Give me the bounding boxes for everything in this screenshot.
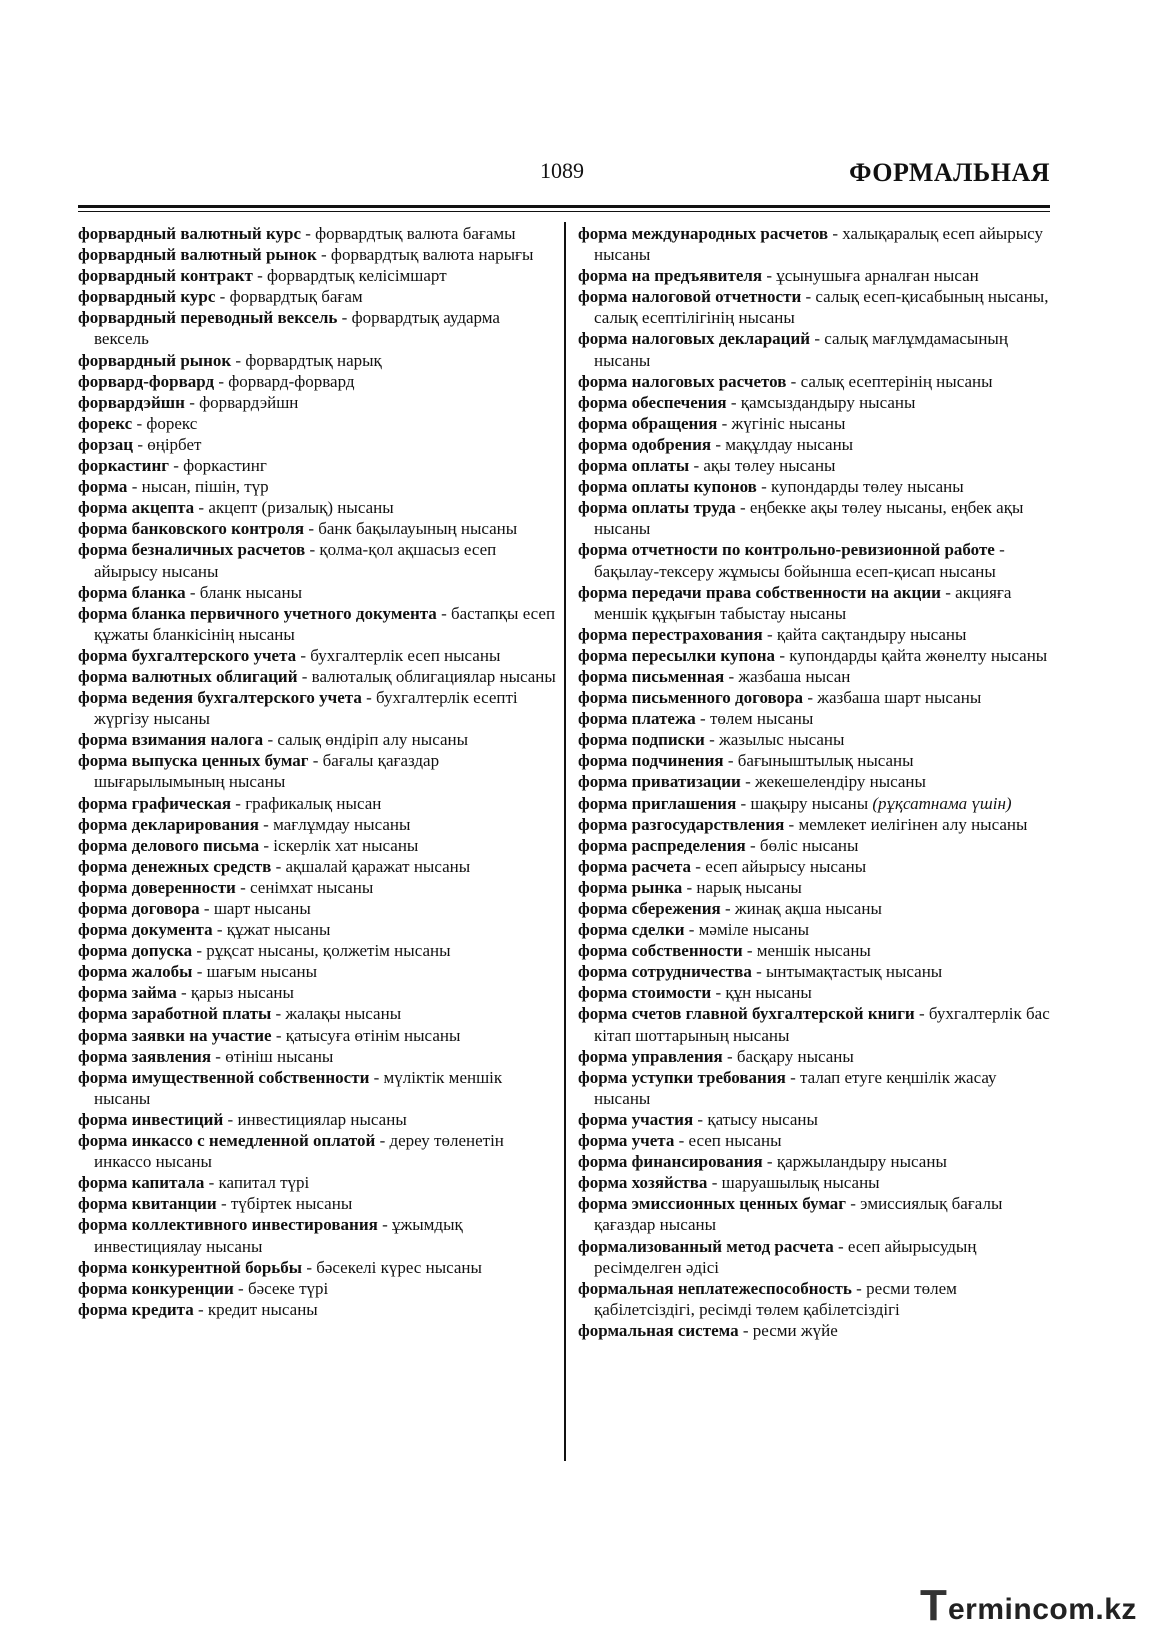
entry-term: форма безналичных расчетов bbox=[78, 540, 306, 560]
dictionary-entry bbox=[78, 1278, 558, 1299]
entry-definition: - шаруашылық нысаны bbox=[707, 1173, 880, 1193]
entry-definition: - жазылыс нысаны bbox=[704, 730, 845, 750]
dictionary-entry bbox=[78, 919, 558, 940]
dictionary-entry bbox=[78, 223, 558, 244]
dictionary-entry bbox=[578, 1003, 1052, 1045]
entry-definition: - купондарды қайта жөнелту нысаны bbox=[775, 645, 1048, 665]
dictionary-entry bbox=[578, 961, 1052, 982]
entry-definition: - іскерлік хат нысаны bbox=[259, 835, 419, 855]
dictionary-entry bbox=[578, 1067, 1052, 1109]
entry-term: форма собственности bbox=[578, 941, 743, 961]
dictionary-entry bbox=[578, 434, 1052, 455]
entry-term: форма подчинения bbox=[578, 751, 724, 771]
entry-definition: - басқару нысаны bbox=[722, 1046, 854, 1066]
entry-term: форвардный рынок bbox=[78, 350, 232, 370]
entry-definition: - бәсекелі күрес нысаны bbox=[302, 1257, 482, 1277]
entry-definition: - салық есеп-қисабының нысаны, салық есептілігінің нысаны bbox=[594, 287, 1049, 328]
dictionary-entry bbox=[78, 582, 558, 603]
dictionary-entry bbox=[578, 856, 1052, 877]
entry-definition: - бухгалтерлік бас кітап шоттарының нысаны bbox=[594, 1004, 1050, 1045]
dictionary-entry bbox=[578, 392, 1052, 413]
entry-term: форма распределения bbox=[578, 835, 746, 855]
entry-term: форма письменного договора bbox=[578, 688, 804, 708]
entry-term: форма обеспечения bbox=[578, 392, 727, 412]
entry-term: форма декларирования bbox=[78, 814, 259, 834]
entry-definition: - талап етуге кеңшілік жасау нысаны bbox=[594, 1067, 997, 1108]
dictionary-entry bbox=[78, 371, 558, 392]
entry-term: форма перестрахования bbox=[578, 624, 763, 644]
entry-definition: - жинақ ақша нысаны bbox=[720, 899, 882, 918]
running-head: ФОРМАЛЬНАЯ bbox=[849, 158, 1050, 187]
entry-term: форвардный валютный курс bbox=[78, 224, 301, 243]
dictionary-entry bbox=[578, 645, 1052, 666]
entry-term: форма оплаты труда bbox=[578, 498, 736, 518]
entry-term: форма оплаты купонов bbox=[578, 477, 757, 497]
dictionary-entry bbox=[78, 1193, 558, 1214]
dictionary-entry bbox=[78, 1025, 558, 1046]
entry-note: (рұқсатнама үшін) bbox=[872, 793, 1012, 813]
watermark-text: ermincom.kz bbox=[948, 1593, 1137, 1626]
entry-term: форма рынка bbox=[578, 877, 683, 897]
entry-term: форма доверенности bbox=[78, 877, 236, 897]
entry-definition: - акцияға меншік құқығын табыстау нысаны bbox=[594, 582, 1012, 623]
dictionary-entry bbox=[78, 1299, 558, 1320]
entry-definition: - ресми төлем қабілетсіздігі, ресімді төлем қабілетсіздігі bbox=[594, 1278, 957, 1319]
dictionary-entry bbox=[78, 645, 558, 666]
entry-definition: - еңбекке ақы төлеу нысаны, еңбек ақы нысаны bbox=[594, 498, 1024, 539]
dictionary-entry bbox=[78, 729, 558, 750]
dictionary-entry bbox=[78, 1003, 558, 1024]
entry-term: форекс bbox=[78, 413, 133, 433]
entry-definition: - ұсынушыға арналған нысан bbox=[762, 266, 979, 286]
entry-definition: - салық өндіріп алу нысаны bbox=[263, 730, 469, 750]
dictionary-entry bbox=[78, 286, 558, 307]
entry-term: форкастинг bbox=[78, 456, 169, 476]
entry-term: форма учета bbox=[578, 1131, 675, 1151]
entry-term: форма платежа bbox=[578, 709, 696, 729]
dictionary-entry bbox=[578, 1046, 1052, 1067]
entry-definition: - форекс bbox=[132, 413, 198, 433]
entry-definition: - қайта сақтандыру нысаны bbox=[762, 624, 967, 644]
dictionary-entry bbox=[78, 455, 558, 476]
entry-term: форма эмиссионных ценных бумаг bbox=[578, 1194, 847, 1214]
entry-definition: - купондарды төлеу нысаны bbox=[756, 477, 964, 497]
entry-definition: - эмиссиялық бағалы қағаздар нысаны bbox=[594, 1194, 1003, 1235]
dictionary-entry bbox=[578, 708, 1052, 729]
dictionary-entry bbox=[78, 518, 558, 539]
dictionary-entry bbox=[78, 476, 558, 497]
entry-definition: - меншік нысаны bbox=[742, 941, 871, 961]
entry-term: форма передачи права собственности на акции bbox=[578, 582, 941, 602]
dictionary-entry bbox=[578, 476, 1052, 497]
entry-definition: - акцепт (ризалық) нысаны bbox=[194, 498, 394, 518]
entry-term: форма налоговых расчетов bbox=[578, 371, 787, 391]
entry-term: форма конкуренции bbox=[78, 1278, 234, 1298]
entry-definition: - графикалық нысан bbox=[231, 793, 382, 813]
dictionary-entry bbox=[578, 1172, 1052, 1193]
entry-term: форма делового письма bbox=[78, 835, 260, 855]
entry-term: форма обращения bbox=[578, 413, 718, 433]
entry-term: форма управления bbox=[578, 1046, 723, 1066]
entry-term: форма документа bbox=[78, 920, 213, 940]
entry-definition: - сенімхат нысаны bbox=[235, 877, 374, 897]
entry-definition: - нарық нысаны bbox=[682, 877, 802, 897]
dictionary-entry bbox=[78, 244, 558, 265]
entry-definition: - халықаралық есеп айырысу нысаны bbox=[594, 224, 1043, 265]
entry-term: форма займа bbox=[78, 983, 177, 1003]
entry-definition: - жалақы нысаны bbox=[271, 1004, 402, 1024]
dictionary-entry bbox=[578, 624, 1052, 645]
entry-term: форма на предъявителя bbox=[578, 266, 763, 286]
entry-term: форма квитанции bbox=[78, 1194, 217, 1214]
dictionary-entry bbox=[578, 982, 1052, 1003]
entry-term: форма сбережения bbox=[578, 899, 721, 918]
entry-term: форма заработной платы bbox=[78, 1004, 272, 1024]
dictionary-entry bbox=[578, 729, 1052, 750]
entry-term: форвардный валютный рынок bbox=[78, 245, 317, 265]
entry-definition: - өңірбет bbox=[133, 434, 202, 454]
entry-definition: - жазбаша нысан bbox=[724, 666, 851, 686]
entry-term: форма международных расчетов bbox=[578, 224, 829, 243]
entry-term: форма кредита bbox=[78, 1299, 194, 1319]
entry-definition: - қатысу нысаны bbox=[693, 1109, 818, 1129]
entry-term: форма пересылки купона bbox=[578, 645, 776, 665]
dictionary-entry bbox=[78, 814, 558, 835]
dictionary-entry bbox=[578, 919, 1052, 940]
dictionary-entry bbox=[578, 814, 1052, 835]
dictionary-entry bbox=[578, 687, 1052, 708]
entry-definition: - форвардтық бағам bbox=[215, 287, 363, 307]
entry-term: форма валютных облигаций bbox=[78, 666, 298, 686]
entry-definition: - шарт нысаны bbox=[199, 899, 311, 918]
entry-term: форма коллективного инвестирования bbox=[78, 1215, 378, 1235]
dictionary-entry bbox=[78, 877, 558, 898]
entry-term: форма сотрудничества bbox=[578, 962, 752, 982]
dictionary-entry bbox=[578, 497, 1052, 539]
entry-definition: - құн нысаны bbox=[711, 983, 812, 1003]
entry-definition: - форвардтық нарық bbox=[231, 350, 382, 370]
entry-definition: - банк бақылауының нысаны bbox=[304, 519, 518, 539]
entry-definition: - өтініш нысаны bbox=[211, 1046, 334, 1066]
entry-term: форма стоимости bbox=[578, 983, 712, 1003]
terminkom-watermark bbox=[920, 1581, 1142, 1629]
dictionary-entry bbox=[578, 750, 1052, 771]
entry-definition: - салық есептерінің нысаны bbox=[786, 371, 993, 391]
entry-term: форма финансирования bbox=[578, 1152, 763, 1172]
entry-term: форма инвестиций bbox=[78, 1109, 224, 1129]
dictionary-entry bbox=[578, 1130, 1052, 1151]
dictionary-entry bbox=[78, 1046, 558, 1067]
dictionary-entry bbox=[78, 413, 558, 434]
page-number: 1089 bbox=[540, 158, 584, 183]
entry-definition: - форвардтық валюта нарығы bbox=[316, 245, 534, 265]
dictionary-entry bbox=[578, 877, 1052, 898]
entry-term: формализованный метод расчета bbox=[578, 1236, 834, 1256]
dictionary-entry bbox=[78, 434, 558, 455]
entry-term: форма конкурентной борьбы bbox=[78, 1257, 303, 1277]
entry-definition: - форвардтық валюта бағамы bbox=[301, 224, 516, 243]
dictionary-entry bbox=[578, 539, 1052, 581]
dictionary-entry bbox=[78, 793, 558, 814]
entry-definition: - мағлұмдау нысаны bbox=[258, 814, 411, 834]
dictionary-entry bbox=[578, 286, 1052, 328]
dictionary-entry bbox=[578, 1278, 1052, 1320]
entry-definition: - инвестициялар нысаны bbox=[223, 1109, 407, 1129]
dictionary-entry bbox=[78, 940, 558, 961]
dictionary-entry bbox=[578, 1151, 1052, 1172]
entry-definition: - мүліктік меншік нысаны bbox=[94, 1067, 503, 1108]
entry-term: форма заявления bbox=[78, 1046, 212, 1066]
entry-definition: - бақылау-тексеру жұмысы бойынша есеп-қисап нысаны bbox=[594, 540, 1005, 581]
entry-definition: - ұжымдық инвестициялау нысаны bbox=[94, 1215, 463, 1256]
entry-definition: - нысан, пішін, түр bbox=[127, 477, 269, 497]
entry-definition: - түбіртек нысаны bbox=[216, 1194, 353, 1214]
dictionary-entry bbox=[578, 940, 1052, 961]
dictionary-entry bbox=[78, 1172, 558, 1193]
entry-definition: - есеп айырысу нысаны bbox=[691, 856, 867, 876]
right-column bbox=[578, 223, 1052, 1341]
dictionary-entry bbox=[578, 413, 1052, 434]
entry-definition: - ақшалай қаражат нысаны bbox=[271, 856, 471, 876]
dictionary-entry bbox=[78, 307, 558, 349]
dictionary-entry bbox=[78, 961, 558, 982]
dictionary-entry bbox=[578, 582, 1052, 624]
dictionary-entry bbox=[78, 1214, 558, 1256]
entry-definition: - форвардтық аударма вексель bbox=[94, 308, 500, 349]
entry-term: форма хозяйства bbox=[578, 1173, 708, 1193]
entry-term: форзац bbox=[78, 434, 134, 454]
entry-definition: - жүгініс нысаны bbox=[717, 413, 846, 433]
entry-definition: - форкастинг bbox=[168, 456, 267, 476]
entry-term: форма бланка bbox=[78, 582, 186, 602]
dictionary-entry bbox=[78, 687, 558, 729]
entry-term: форма банковского контроля bbox=[78, 519, 305, 539]
entry-definition: - рұқсат нысаны, қолжетім нысаны bbox=[192, 941, 451, 961]
entry-definition: - қаржыландыру нысаны bbox=[762, 1152, 947, 1172]
entry-definition: - мемлекет иелігінен алу нысаны bbox=[784, 814, 1028, 834]
entry-term: форма выпуска ценных бумаг bbox=[78, 751, 309, 771]
entry-definition: - қамсыздандыру нысаны bbox=[726, 392, 916, 412]
entry-definition: - кредит нысаны bbox=[193, 1299, 318, 1319]
entry-definition: - есеп айырысудың ресімделген әдісі bbox=[594, 1236, 977, 1277]
entry-definition: - құжат нысаны bbox=[212, 920, 331, 940]
dictionary-entry bbox=[578, 223, 1052, 265]
dictionary-entry bbox=[78, 856, 558, 877]
dictionary-entry bbox=[578, 371, 1052, 392]
entry-term: форма письменная bbox=[578, 666, 725, 686]
entry-definition: - ынтымақтастық нысаны bbox=[751, 962, 943, 982]
entry-term: форма ведения бухгалтерского учета bbox=[78, 688, 362, 708]
dictionary-entry bbox=[578, 898, 1052, 919]
entry-definition: - бәсеке түрі bbox=[233, 1278, 329, 1298]
dictionary-entry bbox=[78, 1130, 558, 1172]
entry-term: форма денежных средств bbox=[78, 856, 272, 876]
entry-term: форма договора bbox=[78, 899, 200, 918]
entry-definition: - шағым нысаны bbox=[192, 962, 318, 982]
dictionary-entry bbox=[78, 392, 558, 413]
dictionary-entry bbox=[578, 1320, 1052, 1341]
entry-definition: - бланк нысаны bbox=[185, 582, 302, 602]
entry-term: форма сделки bbox=[578, 920, 685, 940]
entry-definition: - форвардэйшн bbox=[184, 392, 299, 412]
entry-definition: - бухгалтерлік есепті жүргізу нысаны bbox=[94, 688, 518, 729]
entry-definition: - бөліс нысаны bbox=[745, 835, 859, 855]
entry-definition: - бастапқы есеп құжаты бланкісінің нысаны bbox=[94, 603, 556, 644]
dictionary-entry bbox=[78, 265, 558, 286]
dictionary-entry bbox=[578, 771, 1052, 792]
dictionary-entry bbox=[78, 1109, 558, 1130]
entry-term: форма допуска bbox=[78, 941, 193, 961]
dictionary-entry bbox=[78, 350, 558, 371]
entry-definition: - мақұлдау нысаны bbox=[711, 434, 854, 454]
entry-definition: - ақы төлеу нысаны bbox=[689, 456, 836, 476]
entry-definition: - есеп нысаны bbox=[674, 1131, 782, 1151]
dictionary-entry bbox=[578, 666, 1052, 687]
entry-term: форма бланка первичного учетного документа bbox=[78, 603, 437, 623]
entry-definition: - форвардтық келісімшарт bbox=[252, 266, 447, 286]
entry-term: форма заявки на участие bbox=[78, 1025, 272, 1045]
entry-term: форма уступки требования bbox=[578, 1067, 786, 1087]
entry-definition: - ресми жүйе bbox=[738, 1320, 838, 1340]
entry-term: форма жалобы bbox=[78, 962, 193, 982]
entry-term: форма bbox=[78, 477, 128, 497]
dictionary-entry bbox=[578, 793, 1052, 814]
entry-definition: - қатысуға өтінім нысаны bbox=[271, 1025, 461, 1045]
entry-term: форма приглашения bbox=[578, 793, 737, 813]
entry-term: форма отчетности по контрольно-ревизионной работе bbox=[578, 540, 995, 560]
column-divider bbox=[564, 222, 566, 1461]
entry-term: формальная неплатежеспособность bbox=[578, 1278, 852, 1298]
entry-term: форма подписки bbox=[578, 730, 705, 750]
entry-term: форма бухгалтерского учета bbox=[78, 645, 297, 665]
dictionary-entry bbox=[78, 666, 558, 687]
entry-definition: - бухгалтерлік есеп нысаны bbox=[296, 645, 501, 665]
dictionary-entry bbox=[78, 898, 558, 919]
entry-definition: - дереу төленетін инкассо нысаны bbox=[94, 1131, 504, 1172]
header-rule-thick bbox=[78, 205, 1050, 208]
left-column bbox=[78, 223, 558, 1320]
dictionary-entry bbox=[578, 265, 1052, 286]
entry-term: форма одобрения bbox=[578, 434, 712, 454]
entry-term: форма разгосударствления bbox=[578, 814, 785, 834]
dictionary-entry bbox=[578, 1109, 1052, 1130]
entry-definition: - мәміле нысаны bbox=[684, 920, 810, 940]
entry-definition: - бағалы қағаздар шығарылымының нысаны bbox=[94, 751, 440, 792]
entry-term: формальная система bbox=[578, 1320, 739, 1340]
entry-term: форвардный контракт bbox=[78, 266, 253, 286]
dictionary-entry bbox=[78, 835, 558, 856]
entry-definition: - салық мағлұмдамасының нысаны bbox=[594, 329, 1008, 370]
entry-term: форма приватизации bbox=[578, 772, 741, 792]
dictionary-entry bbox=[78, 497, 558, 518]
dictionary-entry bbox=[78, 1257, 558, 1278]
entry-term: форма графическая bbox=[78, 793, 232, 813]
entry-definition: - жазбаша шарт нысаны bbox=[803, 688, 982, 708]
entry-term: форма налоговой отчетности bbox=[578, 287, 802, 307]
dictionary-entry bbox=[78, 750, 558, 792]
entry-definition: - шақыру нысаны bbox=[736, 793, 873, 813]
dictionary-entry bbox=[578, 1236, 1052, 1278]
entry-definition: - бағыныштылық нысаны bbox=[723, 751, 914, 771]
entry-term: форвардный переводный вексель bbox=[78, 308, 338, 328]
dictionary-entry bbox=[78, 603, 558, 645]
dictionary-entry bbox=[578, 835, 1052, 856]
entry-definition: - капитал түрі bbox=[204, 1173, 310, 1193]
entry-term: форма счетов главной бухгалтерской книги bbox=[578, 1004, 915, 1024]
entry-term: форма оплаты bbox=[578, 456, 690, 476]
entry-term: форма капитала bbox=[78, 1173, 205, 1193]
dictionary-entry bbox=[578, 455, 1052, 476]
entry-term: форма участия bbox=[578, 1109, 694, 1129]
dictionary-entry bbox=[78, 1067, 558, 1109]
entry-term: форма инкассо с немедленной оплатой bbox=[78, 1131, 376, 1151]
header-rule-thin bbox=[78, 211, 1050, 212]
entry-term: форвардный курс bbox=[78, 287, 216, 307]
entry-definition: - валюталық облигациялар нысаны bbox=[297, 666, 556, 686]
entry-definition: - төлем нысаны bbox=[695, 709, 814, 729]
dictionary-entry bbox=[578, 1193, 1052, 1235]
entry-term: форвардэйшн bbox=[78, 392, 185, 412]
entry-term: форма взимания налога bbox=[78, 730, 264, 750]
watermark-initial: T bbox=[920, 1581, 947, 1630]
entry-term: форма расчета bbox=[578, 856, 692, 876]
entry-definition: - қарыз нысаны bbox=[176, 983, 294, 1003]
entry-definition: - форвард-форвард bbox=[214, 371, 355, 391]
entry-definition: - қолма-қол ақшасыз есеп айырысу нысаны bbox=[94, 540, 497, 581]
dictionary-entry bbox=[78, 982, 558, 1003]
entry-term: форвард-форвард bbox=[78, 371, 215, 391]
entry-term: форма акцепта bbox=[78, 498, 195, 518]
entry-term: форма налоговых деклараций bbox=[578, 329, 811, 349]
dictionary-entry bbox=[78, 539, 558, 581]
dictionary-entry bbox=[578, 328, 1052, 370]
entry-definition: - жекешелендіру нысаны bbox=[740, 772, 926, 792]
entry-term: форма имущественной собственности bbox=[78, 1067, 370, 1087]
